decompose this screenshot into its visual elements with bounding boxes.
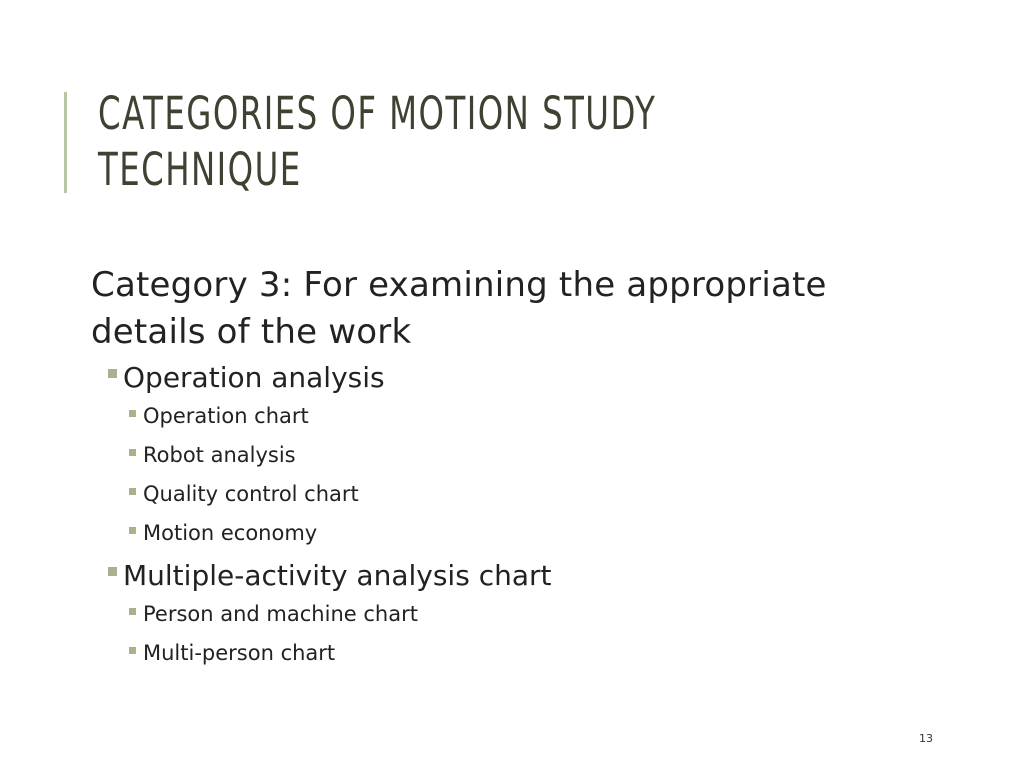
category-heading-line-1: Category 3: For examining the appropriate [91,265,827,305]
sub-bullet-label: Person and machine chart [143,602,418,626]
square-bullet-icon [129,527,136,534]
square-bullet-icon [129,488,136,495]
category-heading [91,262,991,356]
bullet-multiple-activity-analysis-chart [108,558,991,594]
page-number: 13 [919,732,933,745]
square-bullet-icon [108,567,117,576]
sub-bullet-label: Multi-person chart [143,641,336,665]
sub-bullet-label: Motion economy [143,521,318,545]
sub-bullet-robot-analysis [129,441,991,469]
bullet-label: Operation analysis [123,361,385,394]
category-heading-line-2: details of the work [91,312,412,352]
square-bullet-icon [129,608,136,615]
title-line-1: CATEGORIES OF MOTION STUDY [98,87,657,140]
sub-bullet-label: Robot analysis [143,443,296,467]
square-bullet-icon [129,449,136,456]
slide-title [98,86,717,198]
title-accent-bar [64,92,67,193]
bullet-operation-analysis [108,360,991,396]
title-line-2: TECHNIQUE [98,143,302,196]
sub-bullet-person-and-machine-chart [129,600,991,628]
slide-content [91,262,991,678]
sub-bullet-operation-chart [129,402,991,430]
sub-bullet-label: Quality control chart [143,482,359,506]
sub-bullet-motion-economy [129,519,991,547]
sub-bullet-quality-control-chart [129,480,991,508]
square-bullet-icon [129,410,136,417]
sub-bullet-multi-person-chart [129,639,991,667]
sub-bullet-label: Operation chart [143,404,309,428]
bullet-label: Multiple-activity analysis chart [123,559,552,592]
square-bullet-icon [108,369,117,378]
square-bullet-icon [129,647,136,654]
